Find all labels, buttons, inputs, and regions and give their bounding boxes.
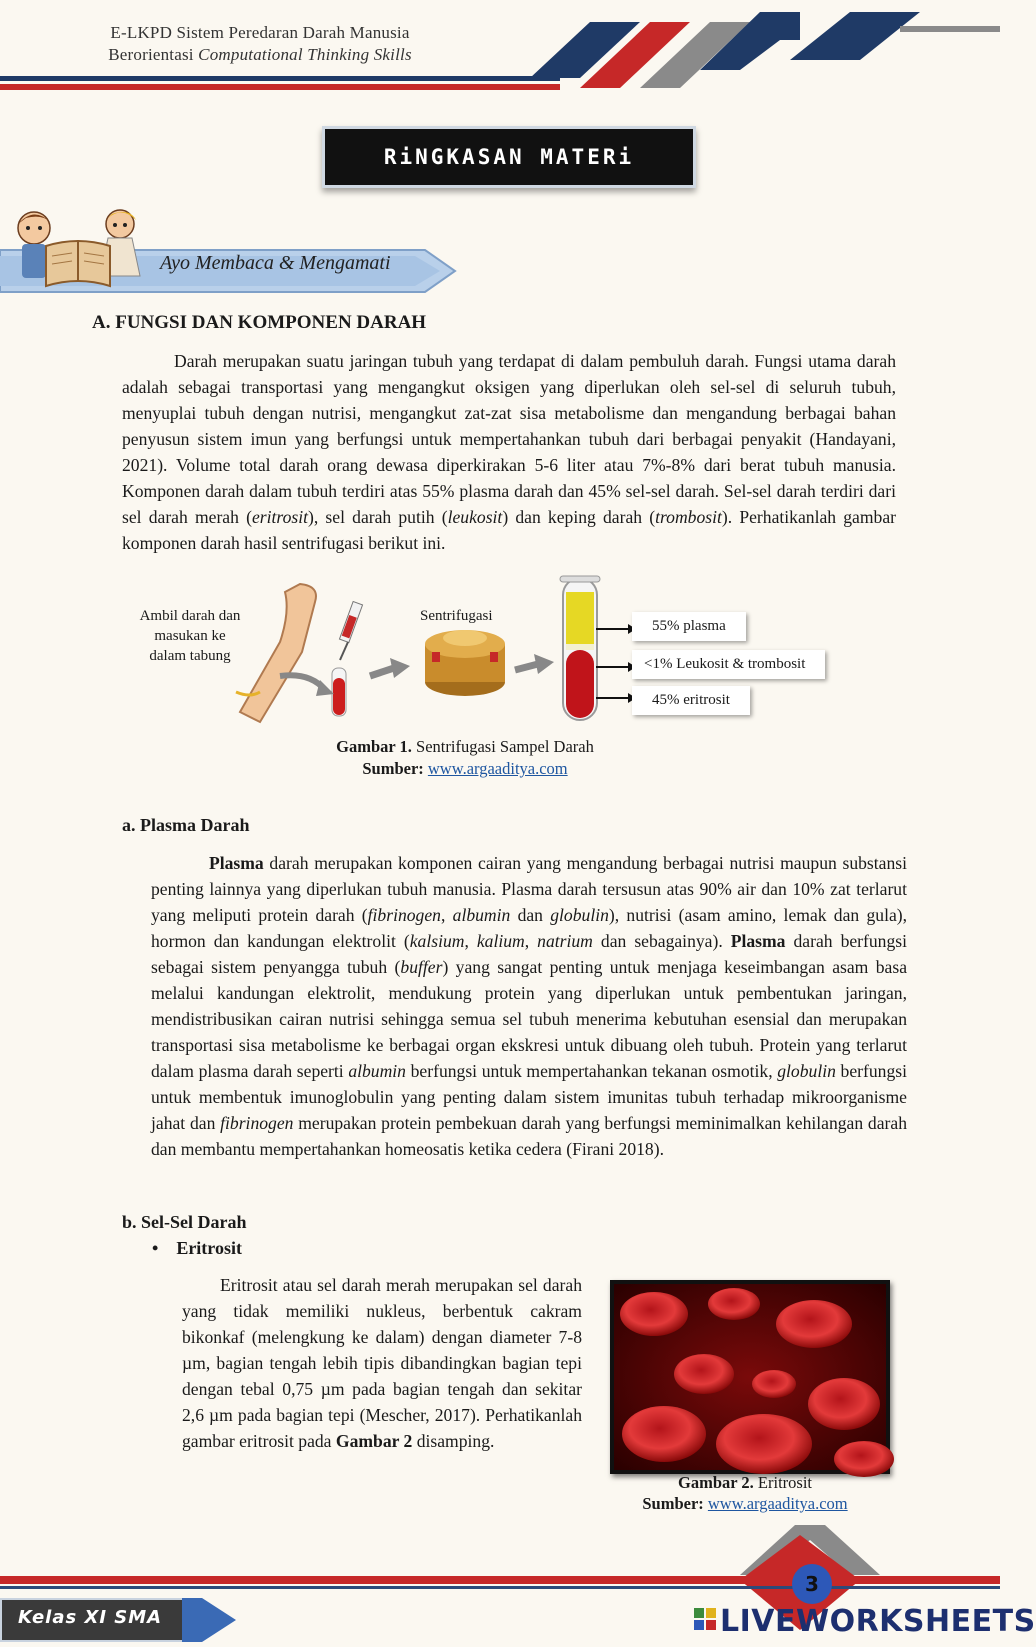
figure-1-centrifugation [120,572,880,732]
test-tube-icon [560,576,600,720]
centrifuge-icon [425,630,505,696]
summary-banner [322,126,696,188]
banner-title: RiNGKASAN MATERi [383,145,635,169]
header-title [60,22,460,66]
kelas-arrow-icon [182,1598,236,1642]
liveworksheets-logo-icon [694,1608,718,1634]
ribbon-label: Ayo Membaca & Mengamati [160,252,391,274]
label-eritrosit: 45% eritrosit [632,686,750,715]
label-plasma: 55% plasma [632,612,746,641]
header-line-2: Berorientasi Computational Thinking Skills [108,45,412,64]
syringe-icon [339,601,362,660]
small-tube-icon [332,668,346,716]
figure-1-step2-label: Sentrifugasi [420,608,493,624]
figure-2-source-link[interactable]: www.argaaditya.com [707,1494,848,1513]
figure-1-source-link[interactable]: www.argaaditya.com [427,759,568,778]
footer-band-navy [0,1586,1000,1589]
footer-band-red [0,1576,1000,1584]
bullet-icon: • [152,1238,177,1258]
section-a-paragraph: Darah merupakan suatu jaringan tubuh yang terdapat di dalam pembuluh darah. Fungsi utama darah adalah sebagai transportasi yang mengangkut oksigen yang diperlukan oleh sel-sel di seluruh tubuh, menyuplai tubuh dengan nutrisi, mengangkut zat-zat sisa metabolisme dan mengandung berbagai bahan penyusun sistem imun yang berfungsi untuk mempertahankan tubuh dari berbagai penyakit (Handayani, 2021). Volume total darah orang dewasa diperkirakan 5-6 liter atau 7%-8% dari berat tubuh manusia. Komponen darah dalam tubuh terdiri atas 55% plasma darah dan 45% sel-sel darah. Sel-sel darah terdiri dari sel darah merah (eritrosit), sel darah putih (leukosit) dan keping darah (trombosit). Perhatikanlah gambar komponen darah hasil sentrifugasi berikut ini. [122,351,896,553]
liveworksheets-brand[interactable]: LIVEWORKSHEETS [720,1604,1036,1639]
kids-reading-icon [12,206,152,292]
plasma-paragraph: Plasma darah merupakan komponen cairan yang mengandung berbagai nutrisi maupun substansi penting lainnya yang diperlukan tubuh manusia. Plasma darah tersusun atas 90% air dan 10% zat terlarut yang meliputi protein darah (fibrinogen, albumin dan globulin), nutrisi (asam amino, lemak dan gula), hormon dan kandungan elektrolit (kalsium, kalium, natrium dan sebagainya). Plasma darah berfungsi sebagai sistem penyangga tubuh (buffer) yang sangat penting untuk menjaga keseimbangan asam basa melalui kandungan elektrolit, mendukung protein yang diperlukan untuk pembentukan jaringan, mendistribusikan cairan nutrisi sehingga semua sel tubuh menerima kebutuhan esensial dan merupakan transportasi sisa metabolisme ke berbagai organ ekskresi untuk dibuang oleh tubuh. Protein yang terlarut dalam plasma darah seperti albumin berfungsi untuk mempertahankan tekanan osmotik, globulin berfungsi untuk membentuk imunoglobulin yang penting dalam sistem imunitas tubuh terhadap mikroorganisme jahat dan fibrinogen merupakan protein pembekuan darah yang berfungsi meminimalkan kehilangan darah dan membantu mempertahankan homeosatis ketika cedera (Firani 2018). [151,853,908,1159]
figure-1-caption: Gambar 1. Sentrifugasi Sampel Darah [336,737,594,756]
eritrosit-paragraph: Eritrosit atau sel darah merah merupakan sel darah yang tidak memiliki nukleus, berbentuk cakram bikonkaf (melengkung ke dalam) dengan diameter 7-8 µm, bagian tengah lebih tipis dibandingkan bagian tepi dengan tebal 0,75 µm pada bagian tengah dan sekitar 2,6 µm pada bagian tepi (Mescher, 2017). Perhatikanlah gambar eritrosit pada Gambar 2 disamping. [182,1275,582,1451]
header-line-1: E-LKPD Sistem Peredaran Darah Manusia [110,23,410,42]
arm-icon [240,584,316,722]
figure-2-erythrocyte-image [610,1280,890,1474]
figure-1-source: Sumber: www.argaaditya.com [362,759,568,778]
figure-2-caption: Gambar 2. Eritrosit [678,1473,812,1492]
label-leukosit: <1% Leukosit & trombosit [632,650,825,679]
figure-1-step1-label: Ambil darah dan masukan ke dalam tabung [139,608,241,664]
figure-2-source: Sumber: www.argaaditya.com [642,1494,848,1513]
page-number: 3 [792,1564,832,1604]
red-blood-cells-icon [614,1284,886,1470]
plasma-heading: a. Plasma Darah [122,815,250,835]
section-a-heading: A. FUNGSI DAN KOMPONEN DARAH [92,312,427,333]
eritrosit-bullet: • Eritrosit [152,1238,242,1258]
kelas-text: Kelas XI SMA [18,1607,163,1628]
sel-darah-heading: b. Sel-Sel Darah [122,1212,247,1232]
